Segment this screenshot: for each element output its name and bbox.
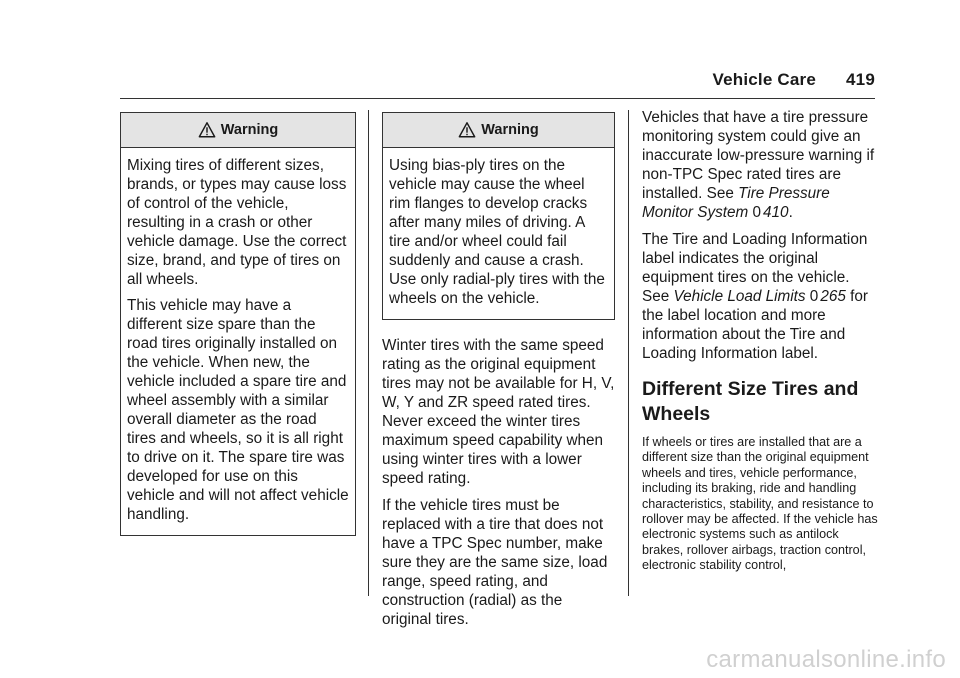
page-reference[interactable]: 265 — [820, 288, 846, 305]
page-number: 419 — [846, 70, 875, 89]
column-3 — [642, 108, 878, 582]
page-reference-arrow: 0 — [752, 204, 762, 221]
page-reference[interactable]: 410 — [763, 204, 789, 221]
header-rule — [120, 98, 875, 99]
page-reference-arrow: 0 — [809, 288, 819, 305]
warning-body — [121, 148, 355, 535]
warning-body — [383, 148, 614, 319]
cross-reference-link[interactable]: Tire Pressure Monitor System — [642, 185, 830, 221]
column-divider-1 — [368, 110, 369, 596]
warning-box-2 — [382, 112, 615, 320]
warning-paragraph: Using bias-ply tires on the vehicle may cause the wheel rim flanges to develop cracks after many miles of driving. A tire and/or wheel could fail suddenly and cause a crash. Use only radial-ply tires with the wheels on the vehicle. — [389, 157, 605, 307]
small-body-paragraph: If wheels or tires are installed that are a different size than the original equipment wheels and tires, vehicle performance, including its braking, ride and handling characteristics, stability, and resistance to rollover may be affected. If the vehicle has electronic systems such as antilock brakes, rollover airbags, traction control, electronic stability control, — [642, 435, 878, 573]
warning-paragraph-2: This vehicle may have a different size spare than the road tires originally installed on the vehicle. When new, the vehicle included a spare tire and wheel assembly with a similar overall diameter as the road tires and wheels, so it is all right to drive on it. The spare tire was developed for use on this vehicle and will not affect vehicle handling. — [127, 297, 349, 523]
body-paragraph-1: Winter tires with the same speed rating as the original equipment tires may not be available for H, V, W, Y and ZR speed rated tires. Never exceed the winter tires maximum speed capability when using winter tires with a lower speed rating. — [382, 337, 615, 487]
warning-title: Warning — [220, 121, 279, 138]
body-paragraph-label: The Tire and Loading Information label indicates the original equipment tires on the vehicle. See Vehicle Load Limits 0 265 for the label location and more information about the Tire and Loading Information label. — [642, 231, 868, 362]
warning-triangle-icon — [198, 121, 216, 139]
column-1 — [120, 112, 356, 536]
warning-paragraph-1: Mixing tires of different sizes, brands, or types may cause loss of control of the vehicle, resulting in a crash or other vehicle damage. Use the correct size, brand, and type of tires on all wheels. — [127, 157, 347, 288]
column-2 — [382, 112, 615, 637]
warning-header — [121, 113, 355, 148]
section-title: Vehicle Care — [712, 70, 817, 89]
warning-box-1 — [120, 112, 356, 536]
page-header — [0, 70, 875, 90]
body-paragraph-2: If the vehicle tires must be replaced with a tire that does not have a TPC Spec number, make sure they are the same size, load range, speed rating, and construction (radial) as the original tires. — [382, 497, 608, 628]
cross-reference-link[interactable]: Vehicle Load Limits — [673, 288, 806, 305]
warning-header — [383, 113, 614, 148]
warning-triangle-icon — [458, 121, 476, 139]
section-heading: Different Size Tires and Wheels — [642, 378, 859, 425]
watermark: carmanualsonline.info — [706, 646, 946, 673]
column-divider-2 — [628, 110, 629, 596]
warning-title: Warning — [481, 121, 539, 138]
body-paragraph-tpms: Vehicles that have a tire pressure monitoring system could give an inaccurate low-pressure warning if non-TPC Spec rated tires are installed. See Tire Pressure Monitor System 0 410. — [642, 109, 875, 221]
